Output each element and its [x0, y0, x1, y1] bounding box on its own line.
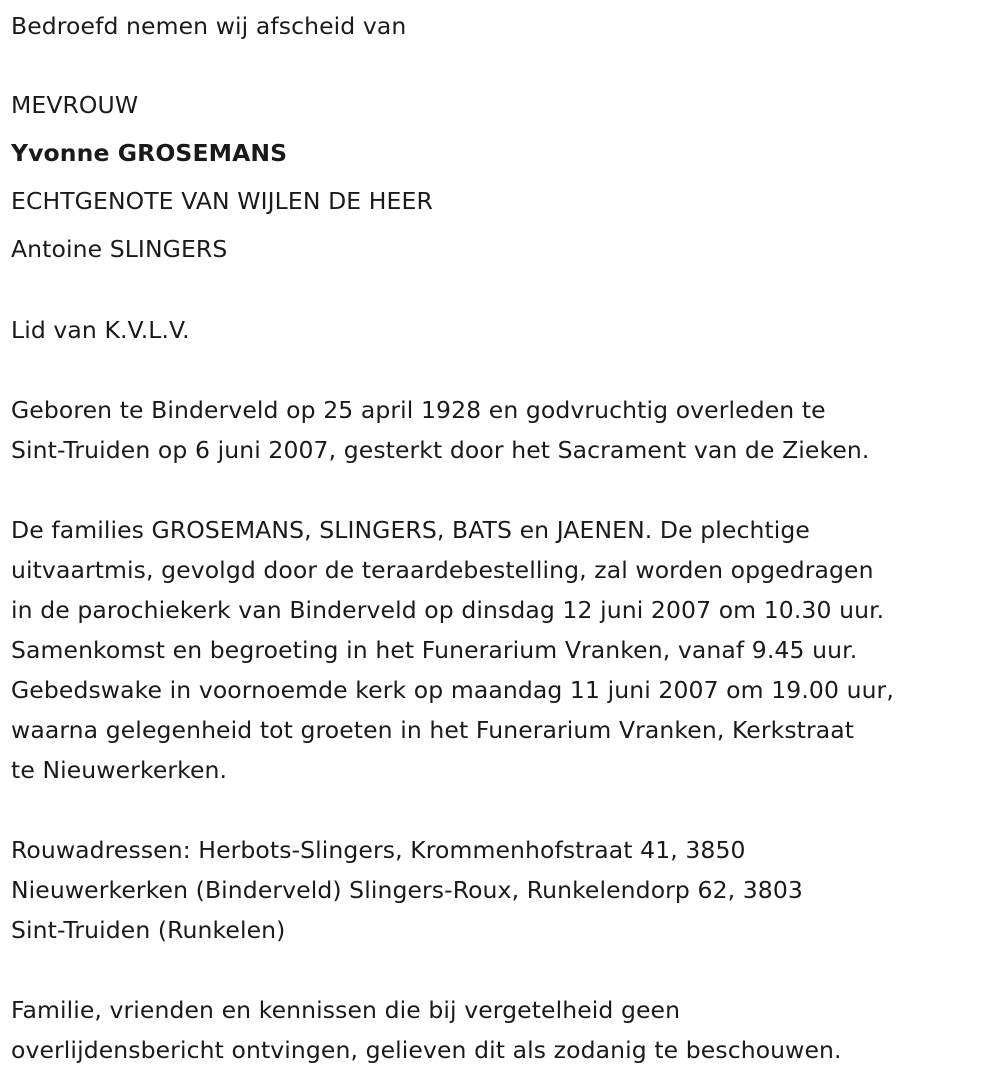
address-line: Nieuwerkerken (Binderveld) Slingers-Roux, Runkelendorp 62, 3803 — [11, 876, 803, 904]
ceremony-line: Samenkomst en begroeting in het Funerarium Vranken, vanaf 9.45 uur. — [11, 636, 858, 664]
ceremony-line: waarna gelegenheid tot groeten in het Funerarium Vranken, Kerkstraat — [11, 716, 855, 744]
intro-text: Bedroefd nemen wij afscheid van — [11, 12, 407, 40]
ceremony-line: in de parochiekerk van Binderveld op dinsdag 12 juni 2007 om 10.30 uur. — [11, 596, 885, 624]
address-line: Sint-Truiden (Runkelen) — [11, 916, 286, 944]
title-text: MEVROUW — [11, 91, 139, 119]
address-line: Rouwadressen: Herbots-Slingers, Krommenhofstraat 41, 3850 — [11, 836, 746, 864]
ceremony-line: te Nieuwerkerken. — [11, 756, 228, 784]
spouse-name: Antoine SLINGERS — [11, 235, 228, 263]
birth-death-line: Sint-Truiden op 6 juni 2007, gesterkt door het Sacrament van de Zieken. — [11, 436, 870, 464]
ceremony-line: De families GROSEMANS, SLINGERS, BATS en JAENEN. De plechtige — [11, 516, 810, 544]
closing-line: Familie, vrienden en kennissen die bij vergetelheid geen — [11, 996, 681, 1024]
membership-text: Lid van K.V.L.V. — [11, 316, 190, 344]
birth-death-line: Geboren te Binderveld op 25 april 1928 en godvruchtig overleden te — [11, 396, 826, 424]
ceremony-line: Gebedswake in voornoemde kerk op maandag 11 juni 2007 om 19.00 uur, — [11, 676, 894, 704]
closing-line: overlijdensbericht ontvingen, gelieven dit als zodanig te beschouwen. — [11, 1036, 842, 1064]
relation-text: ECHTGENOTE VAN WIJLEN DE HEER — [11, 187, 433, 215]
deceased-name: Yvonne GROSEMANS — [11, 139, 288, 167]
ceremony-line: uitvaartmis, gevolgd door de teraardebestelling, zal worden opgedragen — [11, 556, 874, 584]
